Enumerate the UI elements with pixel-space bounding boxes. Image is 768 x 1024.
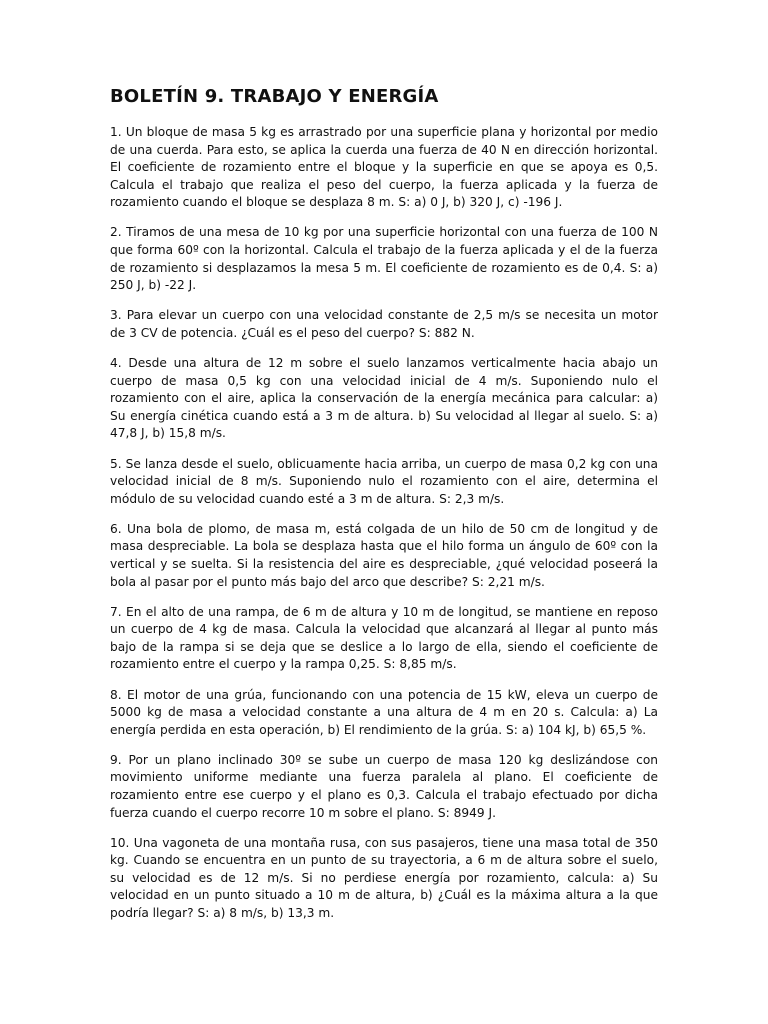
problem-7: 7. En el alto de una rampa, de 6 m de altura y 10 m de longitud, se mantiene en reposo un cuerpo de 4 kg de masa. Calcula la velocidad que alcanzará al llegar al punto más bajo de la rampa si se deja que se deslice a lo largo de ella, siendo el coeficiente de rozamiento entre el cuerpo y la rampa 0,25. S: 8,85 m/s.	[110, 604, 658, 672]
problem-3: 3. Para elevar un cuerpo con una velocidad constante de 2,5 m/s se necesita un motor de 3 CV de potencia. ¿Cuál es el peso del cuerpo? S: 882 N.	[110, 308, 658, 340]
problem-6: 6. Una bola de plomo, de masa m, está colgada de un hilo de 50 cm de longitud y de masa despreciable. La bola se desplaza hasta que el hilo forma un ángulo de 60º con la vertical y se suelta. Si la resistencia del aire es despreciable, ¿qué velocidad poseerá la bola al pasar por el punto más bajo del arco que describe? S: 2,21 m/s.	[110, 521, 658, 589]
problem-8: 8. El motor de una grúa, funcionando con una potencia de 15 kW, eleva un cuerpo de 5000 kg de masa a velocidad constante a una altura de 4 m en 20 s. Calcula: a) La energía perdida en esta operación, b) El rendimiento de la grúa. S: a) 104 kJ, b) 65,5 %.	[110, 687, 658, 737]
problem-1: 1. Un bloque de masa 5 kg es arrastrado por una superficie plana y horizontal por medio de una cuerda. Para esto, se aplica la cuerda una fuerza de 40 N en dirección horizontal. El coeficiente de rozamiento entre el bloque y la superficie en que se apoya es 0,5. Calcula el trabajo que realiza el peso del cuerpo, la fuerza aplicada y la fuerza de rozamiento cuando el bloque se desplaza 8 m. S: a) 0 J, b) 320 J, c) -196 J.	[110, 125, 658, 210]
problem-5: 5. Se lanza desde el suelo, oblicuamente hacia arriba, un cuerpo de masa 0,2 kg con una velocidad inicial de 8 m/s. Suponiendo nulo el rozamiento con el aire, determina el módulo de su velocidad cuando esté a 3 m de altura. S: 2,3 m/s.	[110, 456, 658, 506]
problem-2: 2. Tiramos de una mesa de 10 kg por una superficie horizontal con una fuerza de 100 N que forma 60º con la horizontal. Calcula el trabajo de la fuerza aplicada y el de la fuerza de rozamiento si desplazamos la mesa 5 m. El coeficiente de rozamiento es de 0,4. S: a) 250 J, b) -22 J.	[110, 225, 658, 293]
document-page	[110, 86, 658, 935]
problem-9: 9. Por un plano inclinado 30º se sube un cuerpo de masa 120 kg deslizándose con movimiento uniforme mediante una fuerza paralela al plano. El coeficiente de rozamiento entre ese cuerpo y el plano es 0,3. Calcula el trabajo efectuado por dicha fuerza cuando el cuerpo recorre 10 m sobre el plano. S: 8949 J.	[110, 752, 658, 820]
problem-4: 4. Desde una altura de 12 m sobre el suelo lanzamos verticalmente hacia abajo un cuerpo de masa 0,5 kg con una velocidad inicial de 4 m/s. Suponiendo nulo el rozamiento con el aire, aplica la conservación de la energía mecánica para calcular: a) Su energía cinética cuando está a 3 m de altura. b) Su velocidad al llegar al suelo. S: a) 47,8 J, b) 15,8 m/s.	[110, 356, 658, 441]
problem-10: 10. Una vagoneta de una montaña rusa, con sus pasajeros, tiene una masa total de 350 kg. Cuando se encuentra en un punto de su trayectoria, a 6 m de altura sobre el suelo, su velocidad es de 12 m/s. Si no perdiese energía por rozamiento, calcula: a) Su velocidad en un punto situado a 10 m de altura, b) ¿Cuál es la máxima altura a la que podría llegar? S: a) 8 m/s, b) 13,3 m.	[110, 835, 658, 921]
problem-list	[110, 124, 658, 923]
document-title: BOLETÍN 9. TRABAJO Y ENERGÍA	[110, 86, 439, 107]
